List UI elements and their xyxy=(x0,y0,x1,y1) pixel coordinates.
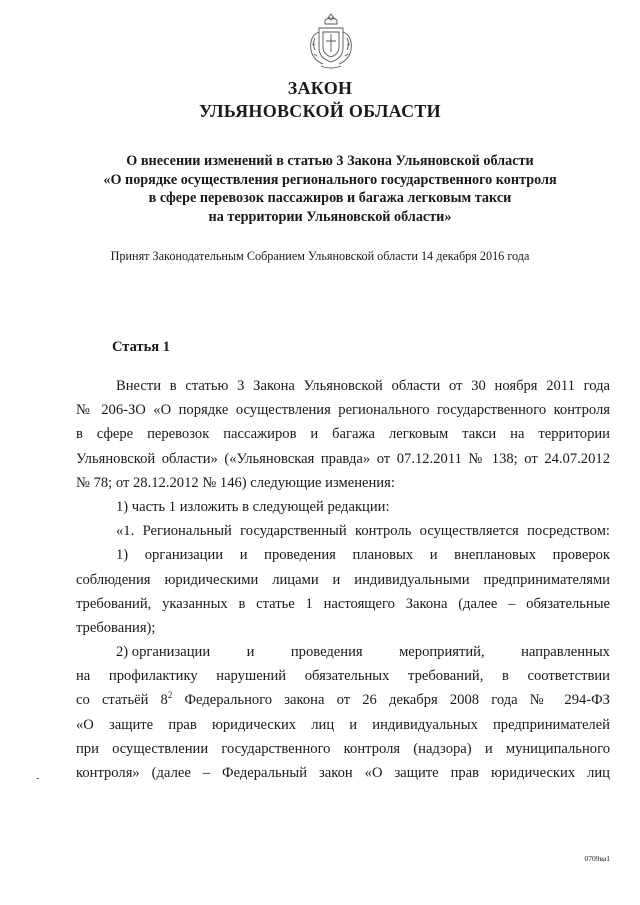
body-word: проведения xyxy=(290,644,363,661)
coat-of-arms-icon xyxy=(303,10,359,72)
body-word: и xyxy=(246,644,255,661)
heading-line: «О порядке осуществления регионального государственного контроля xyxy=(103,171,557,188)
body-line: при осуществлении государственного контроля (надзора) и муниципального xyxy=(76,740,610,757)
body-text: со статьёй 8 xyxy=(76,692,168,709)
body-line xyxy=(76,688,610,712)
body-line: на профилактику нарушений обязательных требований, в соответствии xyxy=(76,668,610,685)
body-line: 1) часть 1 изложить в следующей редакции: xyxy=(116,498,390,515)
heading-line: в сфере перевозок пассажиров и багажа легковым такси xyxy=(148,190,512,206)
superscript: 2 xyxy=(167,690,173,701)
body-word: мероприятий, xyxy=(399,644,485,661)
body-line: «1. Региональный государственный контроль осуществляется посредством: xyxy=(116,523,610,540)
document-code: 0709ва1 xyxy=(584,854,610,863)
body-word: 2) организации xyxy=(116,644,211,661)
heading-line: О внесении изменений в статью 3 Закона Ульяновской области xyxy=(126,153,534,169)
article-body xyxy=(76,374,610,785)
body-line: Ульяновской области» («Ульяновская правда» от 07.12.2011 № 138; от 24.07.2012 xyxy=(76,450,610,467)
law-region-title: УЛЬЯНОВСКОЙ ОБЛАСТИ xyxy=(199,101,441,121)
body-line: № 206-ЗО «О порядке осуществления регионального государственного контроля xyxy=(76,402,610,419)
heading-line: на территории Ульяновской области» xyxy=(208,208,452,225)
law-heading xyxy=(60,152,600,226)
body-word: направленных xyxy=(521,644,610,661)
article-title: Статья 1 xyxy=(112,339,170,355)
margin-mark: - xyxy=(36,773,40,784)
body-line: № 78; от 28.12.2012 № 146) следующие изменения: xyxy=(76,474,395,491)
body-line: «О защите прав юридических лиц и индивидуальных предпринимателей xyxy=(76,716,610,733)
law-title: ЗАКОН xyxy=(287,78,353,98)
body-line: в сфере перевозок пассажиров и багажа легковым такси на территории xyxy=(76,426,610,443)
body-line: требований, указанных в статье 1 настоящего Закона (далее – обязательные xyxy=(76,595,610,612)
adoption-note: Принят Законодательным Собранием Ульяновской области 14 декабря 2016 года xyxy=(110,249,530,263)
body-line: 1) организации и проведения плановых и внеплановых проверок xyxy=(116,547,610,564)
body-line: соблюдения юридическими лицами и индивидуальными предпринимателями xyxy=(76,571,610,588)
body-line: требования); xyxy=(76,619,156,636)
body-line: контроля» (далее – Федеральный закон «О защите прав юридических лиц xyxy=(76,765,610,781)
body-line: Внести в статью 3 Закона Ульяновской области от 30 ноября 2011 года xyxy=(116,378,610,394)
body-text: Федерального закона от 26 декабря 2008 года № 294-ФЗ xyxy=(172,692,610,709)
body-line xyxy=(76,640,610,664)
